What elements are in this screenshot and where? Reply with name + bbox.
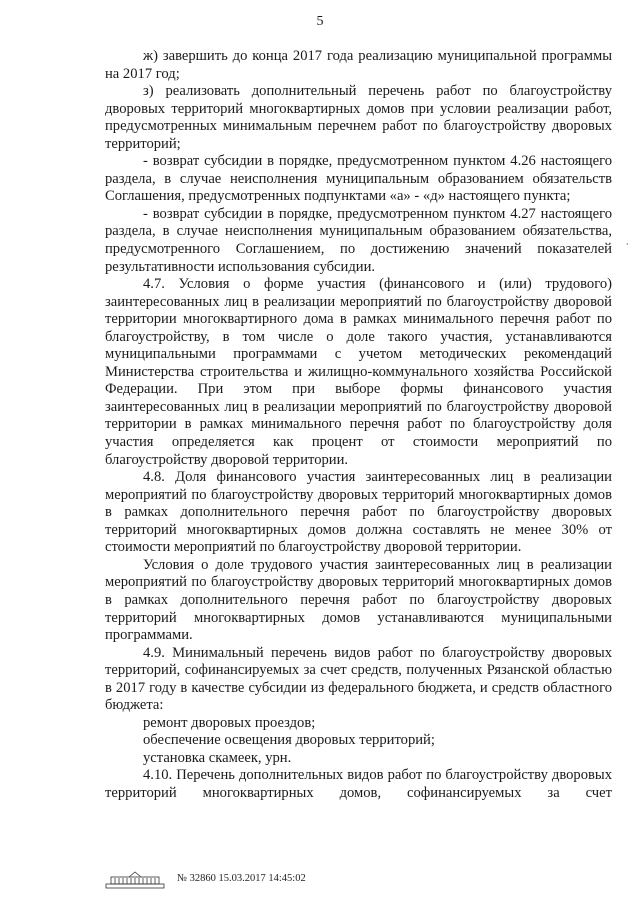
list-item-lighting: обеспечение освещения дворовых территорий; bbox=[143, 732, 435, 749]
document-body bbox=[105, 48, 612, 803]
paragraph-4-9: 4.9. Минимальный перечень видов работ по благоустройству дворовых территорий, софинансируемых за счет средств, полученных Рязанской областью в 2017 году в качестве субсидии из федерального бюджета, и средств областного бюджета: bbox=[105, 644, 612, 714]
paragraph-subsidy-return-4-26: - возврат субсидии в порядке, предусмотренном пунктом 4.26 настоящего раздела, в случае неисполнения муниципальным образованием обязательств Соглашения, предусмотренных подпунктами «а» - «д» настоящего пункта; bbox=[105, 153, 612, 205]
document-footer bbox=[105, 868, 525, 892]
list-item-road-repair: ремонт дворовых проездов; bbox=[143, 714, 316, 731]
list-item-benches: установка скамеек, урн. bbox=[143, 749, 292, 766]
paragraph-4-10: 4.10. Перечень дополнительных видов работ по благоустройству дворовых территорий многоквартирных домов, софинансируемых за счет bbox=[105, 767, 612, 801]
building-logo-icon bbox=[105, 870, 165, 890]
paragraph-4-8: 4.8. Доля финансового участия заинтересованных лиц в реализации мероприятий по благоустройству дворовых территорий многоквартирных домов в рамках дополнительного перечня работ по благоустройству дворовых территорий многоквартирных домов должна составлять не менее 30% от стоимости мероприятий по благоустройству дворовой территории. bbox=[105, 469, 612, 556]
document-registration-stamp: № 32860 15.03.2017 14:45:02 bbox=[177, 873, 306, 884]
paragraph-subsidy-return-4-27: - возврат субсидии в порядке, предусмотренном пунктом 4.27 настоящего раздела, в случае неисполнения муниципальным образованием обязательства, предусмотренного Соглашением, по достижению значений показателей результативности использования субсидии. bbox=[105, 205, 612, 275]
paragraph-4-7: 4.7. Условия о форме участия (финансового и (или) трудового) заинтересованных лиц в реализации мероприятий по благоустройству дворовой территории многоквартирного дома в рамках минимального перечня работ по благоустройству, в том числе о доле такого участия, устанавливаются муниципальными программами с учетом методических рекомендаций Министерства строительства и жилищно-коммунального хозяйства Российской Федерации. При этом при выборе формы финансового участия заинтересованных лиц в реализации мероприятий по благоустройству дворовой территории в рамках минимального перечня работ по благоустройству доля участия определяется как процент от стоимости мероприятий по благоустройству дворовой территории. bbox=[105, 276, 612, 468]
paragraph-item-z: з) реализовать дополнительный перечень работ по благоустройству дворовых территорий многоквартирных домов при условии реализации работ, предусмотренных минимальным перечнем работ по благоустройству дворовых территорий; bbox=[105, 83, 612, 152]
paragraph-labor-participation: Условия о доле трудового участия заинтересованных лиц в реализации мероприятий по благоустройству дворовых территорий многоквартирных домов в рамках дополнительного перечня работ по благоустройству дворовых территорий многоквартирных домов устанавливаются муниципальными программами. bbox=[105, 556, 612, 644]
paragraph-item-zh: ж) завершить до конца 2017 года реализацию муниципальной программы на 2017 год; bbox=[105, 48, 612, 82]
margin-tick-mark: ˈ bbox=[625, 240, 630, 255]
page-number: 5 bbox=[316, 14, 324, 29]
